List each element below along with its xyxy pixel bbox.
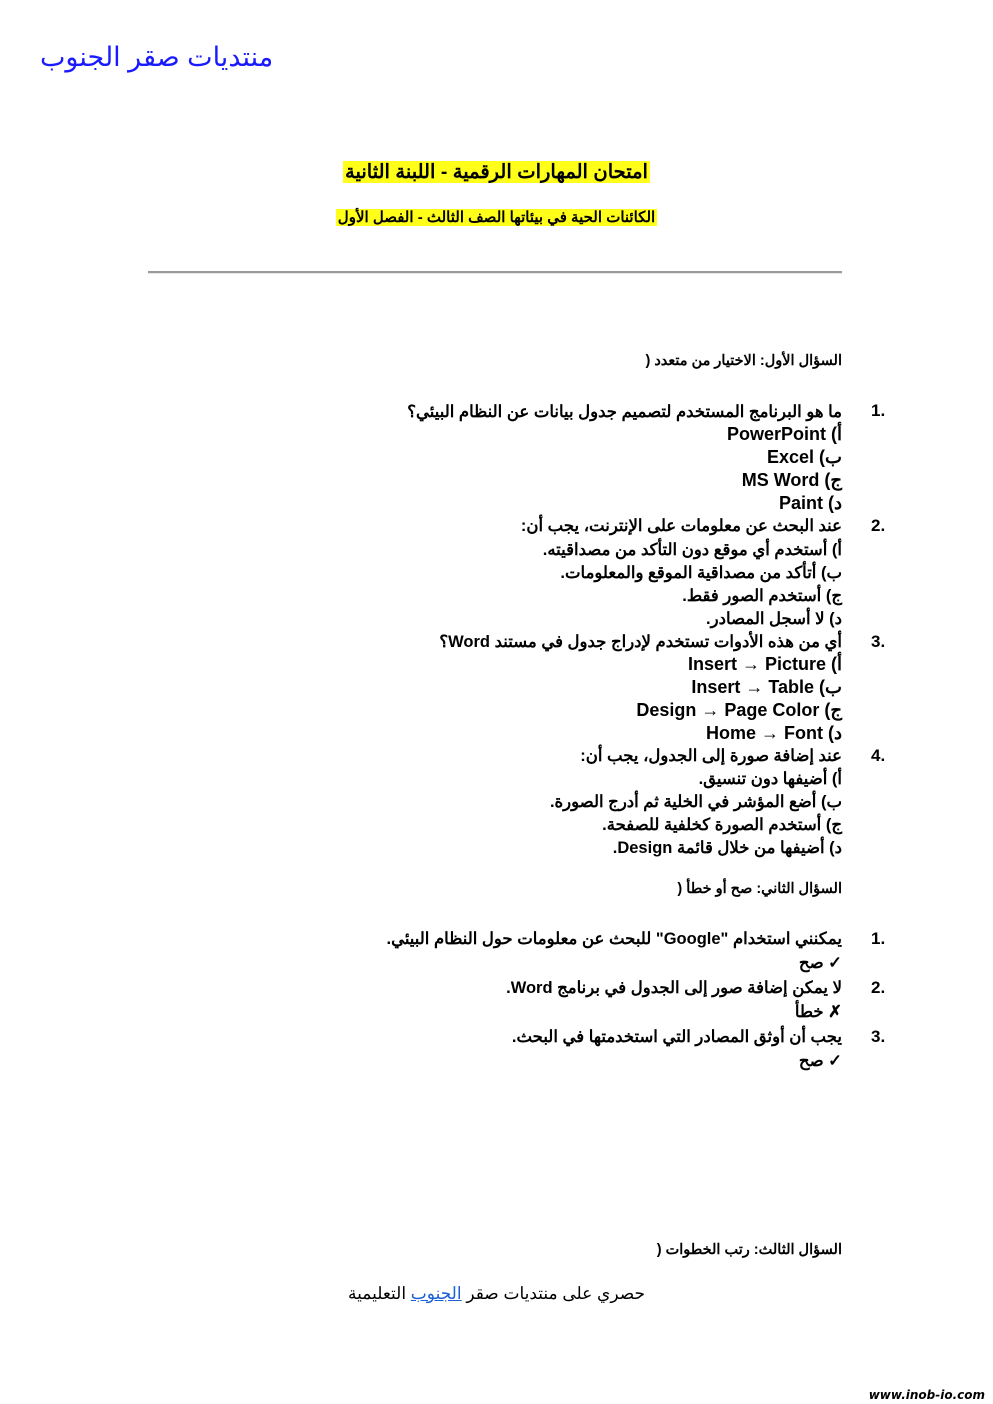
q3-option-c: ج) Design → Page Color (636, 700, 842, 720)
q1-text: ما هو البرنامج المستخدم لتصميم جدول بيانات عن النظام البيئي؟ (407, 403, 842, 421)
section1-heading: السؤال الأول: الاختيار من متعدد ( (645, 353, 842, 369)
q1-option-c: ج) MS Word (741, 470, 842, 490)
q4-option-b: ب) أضع المؤشر في الخلية ثم أدرج الصورة. (549, 793, 842, 811)
q2-option-a: أ) أستخدم أي موقع دون التأكد من مصداقيته. (542, 541, 842, 559)
q3-option-d: د) Home → Font (705, 723, 842, 743)
footer-text-after: التعليمية (348, 1284, 411, 1303)
q4-option-d: د) أضيفها من خلال قائمة Design. (612, 839, 842, 857)
q4-option-a: أ) أضيفها دون تنسيق. (698, 770, 842, 788)
tf1-text: يمكنني استخدام "Google" للبحث عن معلومات حول النظام البيئي. (386, 930, 842, 948)
q2-option-c: ج) أستخدم الصور فقط. (682, 587, 842, 605)
exam-subtitle: الكائنات الحية في بيئاتها الصف الثالث - الفصل الأول (337, 209, 656, 226)
exam-title-row (0, 160, 993, 184)
section2-heading: السؤال الثاني: صح أو خطأ ( (677, 881, 842, 897)
footer-link[interactable]: الجنوب (410, 1284, 462, 1303)
q3-number: 3. (871, 632, 886, 651)
tf2-answer: ✗ خطأ (794, 1003, 842, 1021)
q3-option-a: أ) Insert → Picture (687, 654, 842, 674)
tf1-answer: ✓ صح (798, 954, 842, 972)
q2-option-d: د) لا أسجل المصادر. (706, 610, 842, 628)
q3-option-b: ب) Insert → Table (691, 677, 842, 697)
tf2-number: 2. (871, 978, 886, 997)
watermark-url: www.inob-io.com (868, 1388, 985, 1402)
tf2-text: لا يمكن إضافة صور إلى الجدول في برنامج Word. (506, 979, 842, 997)
section3-heading: السؤال الثالث: رتب الخطوات ( (656, 1242, 842, 1258)
exam-title: امتحان المهارات الرقمية - اللبنة الثانية (345, 161, 648, 183)
q2-text: عند البحث عن معلومات على الإنترنت، يجب أن: (520, 517, 842, 535)
q4-option-c: ج) أستخدم الصورة كخلفية للصفحة. (602, 816, 842, 834)
tf1-number: 1. (871, 929, 886, 948)
q1-option-b: ب) Excel (767, 447, 842, 467)
q1-option-d: د) Paint (778, 493, 842, 513)
q4-text: عند إضافة صورة إلى الجدول، يجب أن: (580, 747, 842, 765)
q1-option-a: أ) PowerPoint (726, 424, 842, 444)
tf3-answer: ✓ صح (798, 1052, 842, 1070)
footer-note (0, 1284, 993, 1304)
horizontal-rule (148, 271, 842, 274)
exam-subtitle-row (0, 208, 993, 226)
q2-number: 2. (871, 516, 886, 535)
q2-option-b: ب) أتأكد من مصداقية الموقع والمعلومات. (560, 564, 842, 582)
site-name-logo: منتديات صقر الجنوب (40, 42, 274, 72)
q4-number: 4. (871, 746, 886, 765)
footer-text-before: حصري على منتديات صقر (461, 1284, 645, 1303)
q1-number: 1. (871, 401, 886, 420)
tf3-text: يجب أن أوثق المصادر التي استخدمتها في البحث. (511, 1028, 842, 1046)
tf3-number: 3. (871, 1027, 886, 1046)
q3-text: أي من هذه الأدوات تستخدم لإدراج جدول في مستند Word؟ (439, 633, 842, 651)
